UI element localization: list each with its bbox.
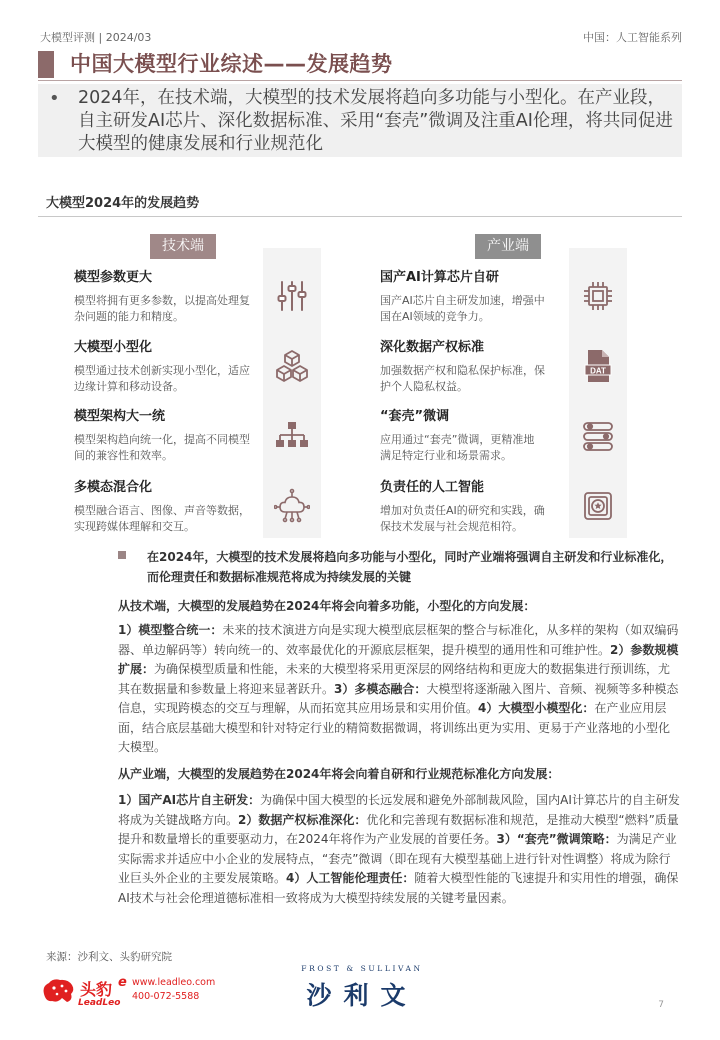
frost-chinese: 沙利文 <box>306 981 418 1010</box>
title-accent-bar <box>38 51 54 78</box>
leadleo-english: LeadLeo <box>78 998 121 1008</box>
data-file-icon <box>578 346 618 386</box>
tech-point-text: 未来的技术演进方向是实现大模型底层框架的整合与标准化，从多样的架构（如双编码器、单边解码等）转向统一的、效率最优化的开源底层框架，提升模型的通用性和可维护性。 <box>118 623 679 657</box>
industry-label: 产业端 <box>475 234 541 259</box>
tech-icon-panel <box>263 248 321 538</box>
tech-item-desc: 模型通过技术创新实现小型化，适应边缘计算和移动设备。 <box>74 364 250 393</box>
industry-para-heading: 从产业端，大模型的发展趋势在2024年将会向着自研和行业规范标准化方向发展： <box>118 767 560 781</box>
title-divider <box>38 80 682 81</box>
leadleo-url[interactable]: www.leadleo.com <box>132 977 216 988</box>
industry-item-title: “套壳”微调 <box>380 409 450 424</box>
industry-point-text: 优化和完善现有数据标准和规范，是推动大模型“燃料”质量提升和数量增长的重要驱动力，在2024年将作为产业发展的首要任务。 <box>118 812 679 846</box>
frost-sullivan-logo <box>282 964 442 1009</box>
cubes-icon <box>272 346 312 386</box>
industry-item-desc: 国产AI芯片自主研发加速，增强中国在AI领域的竞争力。 <box>380 294 545 323</box>
tech-item-desc: 模型融合语言、图像、声音等数据，实现跨媒体理解和交互。 <box>74 504 250 533</box>
summary-text: 2024年，在技术端，大模型的技术发展将趋向多功能与小型化。在产业段，自主研发AI芯片、深化数据标准、采用“套壳”微调及注重AI伦理，将共同促进大模型的健康发展和行业规范化 <box>78 88 673 154</box>
industry-para <box>118 791 680 908</box>
e-icon: e <box>118 975 127 990</box>
tech-item-desc: 模型将拥有更多参数，以提高处理复杂问题的能力和精度。 <box>74 294 250 323</box>
report-series: 大模型评测 | 2024/03 <box>40 31 152 44</box>
tech-point-label: 1）模型整合统一： <box>118 623 223 637</box>
sliders-icon <box>272 276 312 316</box>
data-file-icon-label: DAT <box>590 366 606 376</box>
industry-item-desc: 应用通过“套壳”微调，更精准地满足特定行业和场景需求。 <box>380 433 535 462</box>
leopard-icon <box>40 976 76 1006</box>
bullet-icon: • <box>49 88 60 109</box>
tech-label: 技术端 <box>150 234 216 259</box>
tech-item-title: 模型架构大一统 <box>74 409 166 424</box>
source-note: 来源：沙利文、头豹研究院 <box>46 951 172 963</box>
title-bar <box>38 51 682 78</box>
tech-para <box>118 621 680 758</box>
industry-point-label: 2）数据产权标准深化： <box>238 812 367 827</box>
section-heading: 大模型2024年的发展趋势 <box>46 196 200 211</box>
page-title: 中国大模型行业综述——发展趋势 <box>70 52 393 76</box>
section-divider <box>38 216 682 217</box>
toggles-icon <box>578 416 618 456</box>
leadleo-phone: 400-072-5588 <box>132 991 200 1002</box>
industry-point-label: 4）人工智能伦理责任： <box>286 871 415 885</box>
report-category: 中国：人工智能系列 <box>583 31 682 44</box>
tech-point-label: 3）多模态融合： <box>334 681 427 696</box>
leadleo-name: 头豹 <box>80 980 113 999</box>
industry-item-title: 深化数据产权标准 <box>380 340 485 355</box>
tech-point-text: 大模型将逐渐融入图片、音频、视频等多种模态信息，实现跨模态的交互与理解，从而拓宽其应用场景和实用价值。 <box>118 681 679 715</box>
industry-point-label: 3）“套壳”微调策略： <box>496 832 617 846</box>
leadleo-logo <box>40 972 216 1012</box>
tech-point-label: 2）参数规模扩展： <box>118 642 679 676</box>
summary-box <box>38 84 682 157</box>
industry-icon-panel <box>569 248 627 538</box>
chip-icon <box>578 276 618 316</box>
tech-item-title: 模型参数更大 <box>74 270 153 285</box>
hierarchy-icon <box>272 416 312 456</box>
industry-item-title: 国产AI计算芯片自研 <box>380 270 499 285</box>
industry-point-text: 随着大模型性能的飞速提升和实用性的增强，确保AI技术与社会伦理道德标准相一致将成为大模型持续发展的关键考量因素。 <box>118 871 679 905</box>
tech-point-text: 在产业应用层面，结合底层基础大模型和针对特定行业的精简数据微调，将训练出更为实用、更易于产业落地的小型化大模型。 <box>118 701 671 754</box>
industry-point-label: 1）国产AI芯片自主研发： <box>118 793 261 807</box>
cloud-network-icon <box>272 486 312 526</box>
industry-point-text: 为满足产业实际需求并适应中小企业的发展特点，“套壳”微调（即在现有大模型基础上进行针对性调整）将成为除行业巨头外企业的主要发展策略。 <box>118 832 677 885</box>
industry-item-desc: 增加对负责任AI的研究和实践，确保技术发展与社会规范相符。 <box>380 504 545 533</box>
tech-point-label: 4）大模型小模型化： <box>478 701 595 715</box>
tech-item-title: 大模型小型化 <box>74 340 153 355</box>
key-point-text: 在2024年，大模型的技术发展将趋向多功能与小型化，同时产业端将强调自主研发和行业标准化，而伦理责任和数据标准规范将成为持续发展的关键 <box>147 550 673 584</box>
industry-point-text: 为确保中国大模型的长远发展和避免外部制裁风险，国内AI计算芯片的自主研发将成为关键战略方向。 <box>118 793 680 827</box>
tech-point-text: 为确保模型质量和性能，未来的大模型将采用更深层的网络结构和更庞大的数据集进行预训练，尤其在数据量和参数量上将迎来显著跃升。 <box>118 662 671 696</box>
frost-english: FROST & SULLIVAN <box>301 964 423 973</box>
industry-item-title: 负责任的人工智能 <box>380 480 485 495</box>
tech-para-heading: 从技术端，大模型的发展趋势在2024年将会向着多功能，小型化的方向发展： <box>118 599 536 613</box>
tech-item-desc: 模型架构趋向统一化，提高不同模型间的兼容性和效率。 <box>74 433 250 462</box>
page-number: 7 <box>658 1000 664 1010</box>
certificate-icon <box>578 486 618 526</box>
industry-item-desc: 加强数据产权和隐私保护标准，保护个人隐私权益。 <box>380 364 545 393</box>
tech-item-title: 多模态混合化 <box>74 480 153 495</box>
key-point-marker <box>118 551 126 559</box>
